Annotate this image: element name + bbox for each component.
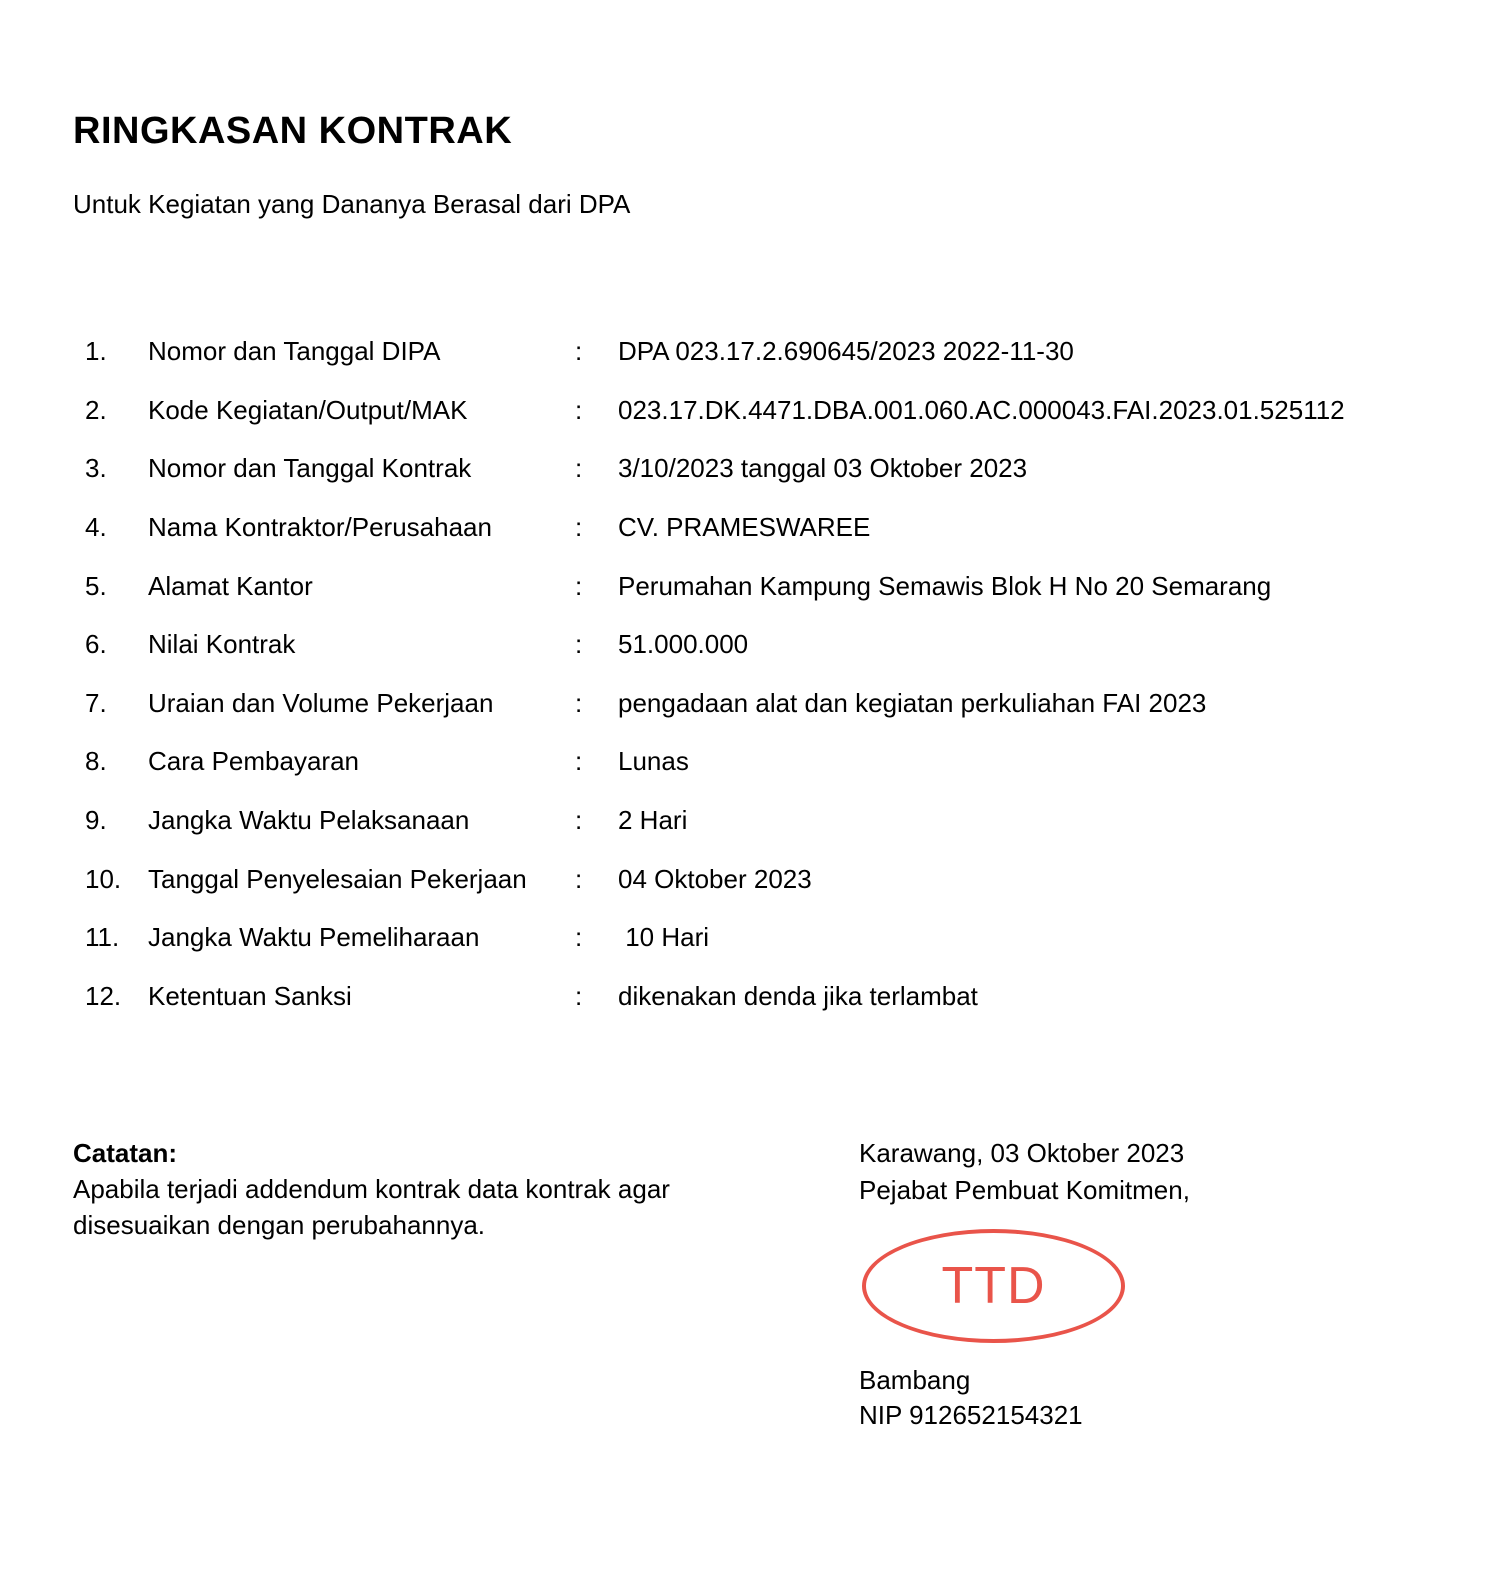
contract-item-row [85, 511, 1438, 573]
contract-item-row [85, 924, 1438, 983]
signature-role: Pejabat Pembuat Komitmen, [859, 1175, 1190, 1205]
item-number: 4. [85, 511, 107, 542]
ttd-signature-stamp [862, 1229, 1125, 1343]
item-number: 2. [85, 394, 107, 425]
contract-item-row [85, 807, 1438, 866]
item-label: Kode Kegiatan/Output/MAK [148, 394, 468, 425]
item-number: 6. [85, 629, 107, 660]
contract-item-row [85, 687, 1438, 749]
item-value: DPA 023.17.2.690645/2023 2022-11-30 [618, 336, 1074, 366]
item-value: CV. PRAMESWAREE [618, 511, 871, 542]
item-separator: : [575, 453, 583, 484]
item-separator: : [575, 687, 583, 718]
item-separator: : [575, 570, 583, 601]
signature-block [859, 1135, 1419, 1209]
item-separator: : [575, 511, 583, 542]
item-label: Uraian dan Volume Pekerjaan [148, 687, 494, 718]
item-separator: : [575, 863, 583, 894]
contract-item-row [85, 863, 1438, 925]
item-separator: : [575, 394, 583, 425]
contract-item-row [85, 748, 1438, 807]
item-number: 9. [85, 805, 107, 836]
page-title: RINGKASAN KONTRAK [73, 110, 513, 152]
item-separator: : [575, 629, 583, 660]
item-number: 10. [85, 863, 122, 894]
item-label: Nomor dan Tanggal DIPA [148, 336, 441, 366]
item-value: Lunas [618, 746, 689, 777]
item-value: 10 Hari [618, 922, 710, 953]
item-number: 8. [85, 746, 107, 777]
item-number: 7. [85, 687, 107, 718]
item-number: 1. [85, 336, 107, 366]
item-number: 5. [85, 570, 107, 601]
item-label: Cara Pembayaran [148, 746, 359, 777]
item-separator: : [575, 981, 583, 1012]
contract-item-row [85, 570, 1438, 632]
contract-item-row [85, 394, 1438, 456]
item-value: pengadaan alat dan kegiatan perkuliahan FAI 2023 [618, 687, 1207, 718]
signature-place-date: Karawang, 03 Oktober 2023 [859, 1138, 1185, 1168]
item-number: 3. [85, 453, 107, 484]
item-label: Nilai Kontrak [148, 629, 296, 660]
contract-item-row [85, 338, 1438, 397]
item-label: Tanggal Penyelesaian Pekerjaan [148, 863, 527, 894]
contract-items-list [85, 338, 1438, 1042]
item-separator: : [575, 336, 583, 366]
item-number: 11. [85, 922, 120, 953]
item-value: 51.000.000 [618, 629, 749, 660]
item-separator: : [575, 746, 583, 777]
item-label: Jangka Waktu Pelaksanaan [148, 805, 470, 836]
page-subtitle: Untuk Kegiatan yang Dananya Berasal dari DPA [73, 189, 631, 219]
note-block [73, 1135, 713, 1243]
item-value: 023.17.DK.4471.DBA.001.060.AC.000043.FAI.2023.01.525112 [618, 394, 1345, 425]
signatory-identity [859, 1363, 1083, 1433]
contract-item-row [85, 455, 1438, 514]
item-value: 04 Oktober 2023 [618, 863, 812, 894]
item-value: 3/10/2023 tanggal 03 Oktober 2023 [618, 453, 1028, 484]
item-separator: : [575, 922, 583, 953]
item-number: 12. [85, 981, 122, 1012]
item-label: Nomor dan Tanggal Kontrak [148, 453, 472, 484]
item-label: Ketentuan Sanksi [148, 981, 352, 1012]
contract-item-row [85, 983, 1438, 1042]
note-heading: Catatan: [73, 1138, 178, 1168]
item-label: Jangka Waktu Pemeliharaan [148, 922, 480, 953]
item-value: 2 Hari [618, 805, 688, 836]
item-value: Perumahan Kampung Semawis Blok H No 20 Semarang [618, 570, 1272, 601]
note-body: Apabila terjadi addendum kontrak data kontrak agar disesuaikan dengan perubahannya. [73, 1174, 670, 1240]
item-separator: : [575, 805, 583, 836]
item-label: Alamat Kantor [148, 570, 313, 601]
item-label: Nama Kontraktor/Perusahaan [148, 511, 492, 542]
ttd-stamp-label: TTD [941, 1257, 1046, 1315]
signatory-name: Bambang [859, 1365, 971, 1395]
item-value: dikenakan denda jika terlambat [618, 981, 978, 1012]
contract-item-row [85, 631, 1438, 690]
signatory-nip: NIP 912652154321 [859, 1400, 1083, 1430]
